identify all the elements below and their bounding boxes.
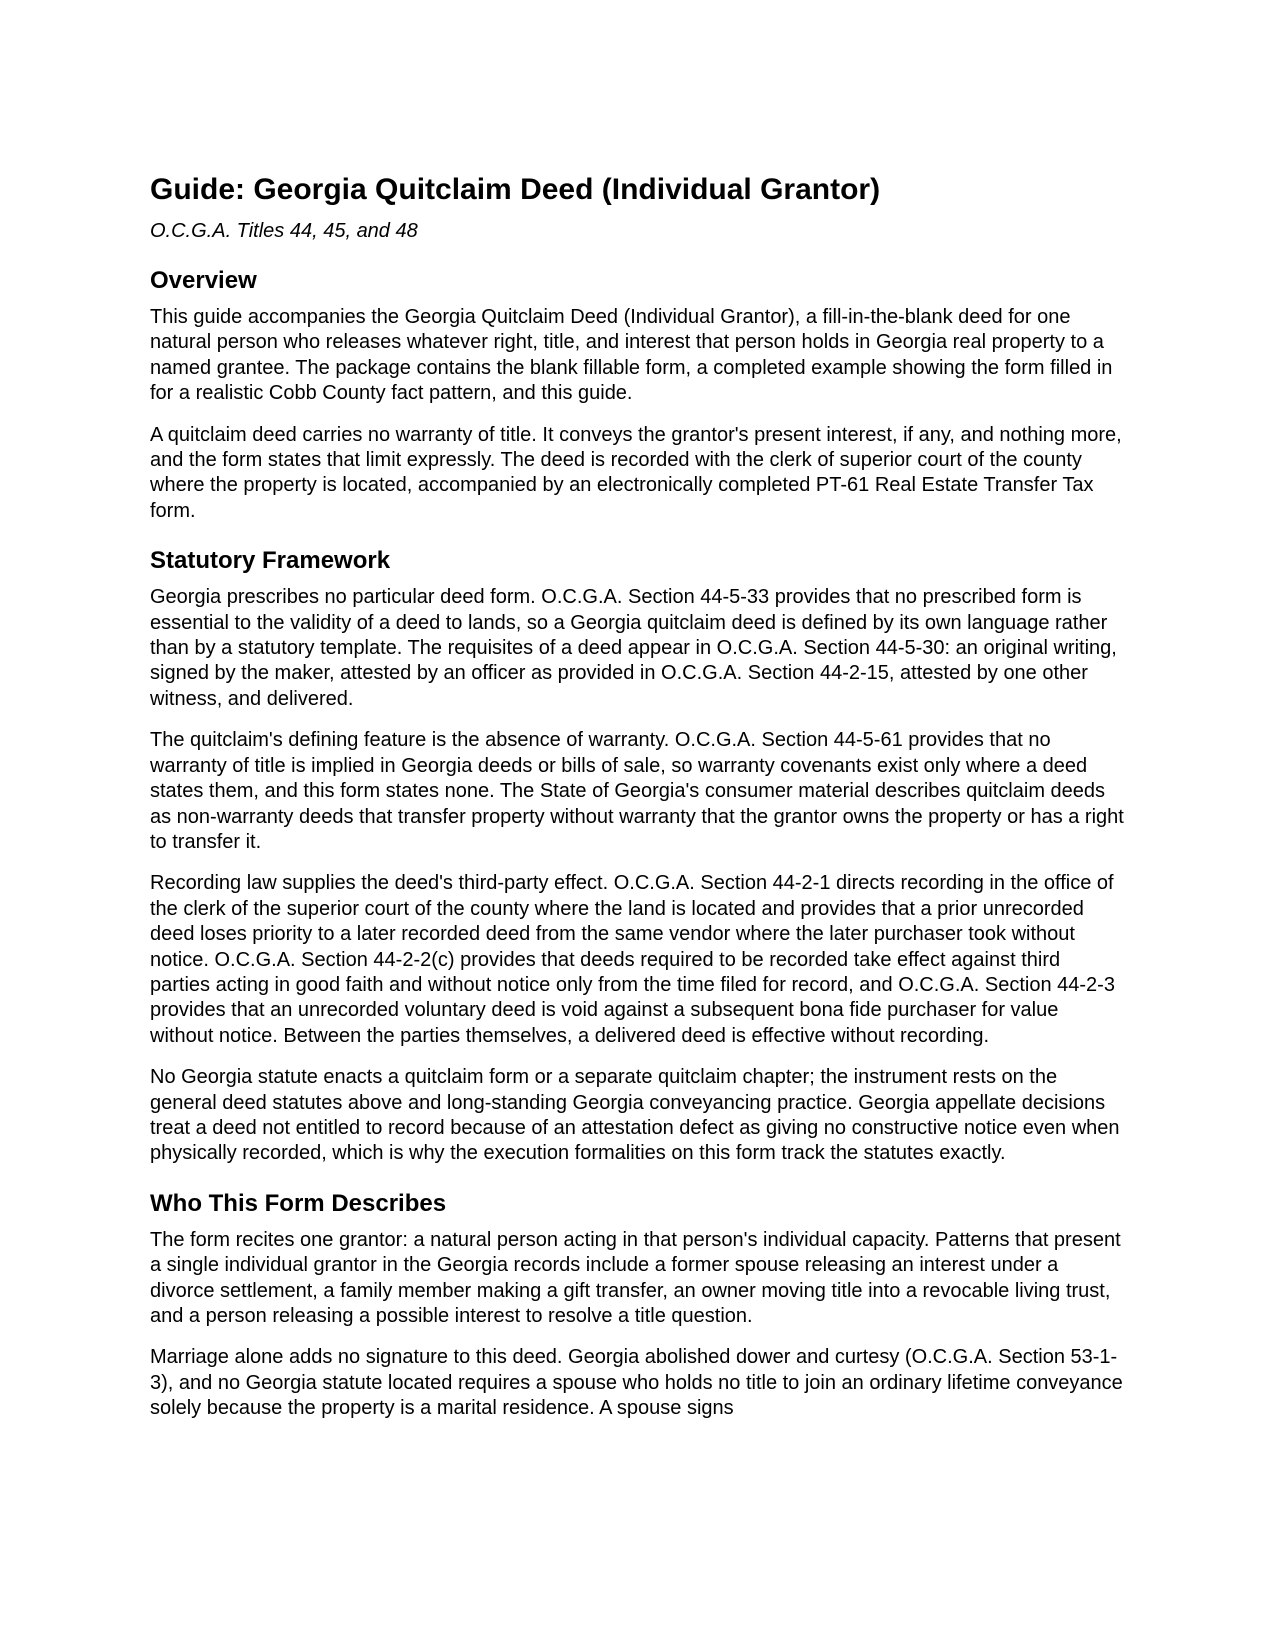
paragraph: Marriage alone adds no signature to this deed. Georgia abolished dower and curtesy (O.C.G.A. Section 53-1-3), and no Georgia statute located requires a spouse who holds no title to join an ordinary lifetime conveyance solely because the property is a marital residence. A spouse signs (150, 1346, 1123, 1420)
document-title: Guide: Georgia Quitclaim Deed (Individual Grantor) (150, 173, 881, 206)
document-page (150, 172, 1125, 1438)
section-heading: Statutory Framework (150, 547, 391, 575)
section-who-this-form-describes (150, 1189, 1125, 1422)
section-heading: Who This Form Describes (150, 1189, 447, 1217)
paragraph: The form recites one grantor: a natural person acting in that person's individual capacity. Patterns that present a single individual grantor in the Georgia records include a former spouse releasing an interest under a divorce settlement, a family member making a gift transfer, an owner moving title into a revocable living trust, and a person releasing a possible interest to resolve a title question. (150, 1228, 1121, 1327)
section-overview (150, 266, 1125, 524)
section-heading: Overview (150, 267, 257, 294)
paragraph: Georgia prescribes no particular deed form. O.C.G.A. Section 44-5-33 provides that no prescribed form is essential to the validity of a deed to lands, so a Georgia quitclaim deed is defined by its own language rather than by a statutory template. The requisites of a deed appear in O.C.G.A. Section 44-5-30: an original writing, signed by the maker, attested by an officer as provided in O.C.G.A. Section 44-2-15, attested by one other witness, and delivered. (150, 586, 1117, 710)
section-statutory-framework (150, 546, 1125, 1167)
paragraph: No Georgia statute enacts a quitclaim form or a separate quitclaim chapter; the instrument rests on the general deed statutes above and long-standing Georgia conveyancing practice. Georgia appellate decisions treat a deed not entitled to record because of an attestation defect as giving no constructive notice even when physically recorded, which is why the execution formalities on this form track the statutes exactly. (150, 1066, 1120, 1165)
paragraph: A quitclaim deed carries no warranty of title. It conveys the grantor's present interest, if any, and nothing more, and the form states that limit expressly. The deed is recorded with the clerk of superior court of the county where the property is located, accompanied by an electronically completed PT-61 Real Estate Transfer Tax form. (150, 423, 1122, 522)
document-subtitle: O.C.G.A. Titles 44, 45, and 48 (150, 220, 418, 242)
paragraph: This guide accompanies the Georgia Quitclaim Deed (Individual Grantor), a fill-in-the-blank deed for one natural person who releases whatever right, title, and interest that person holds in Georgia real property to a named grantee. The package contains the blank fillable form, a completed example showing the form filled in for a realistic Cobb County fact pattern, and this guide. (150, 306, 1113, 405)
paragraph: Recording law supplies the deed's third-party effect. O.C.G.A. Section 44-2-1 directs recording in the office of the clerk of the superior court of the county where the land is located and provides that a prior unrecorded deed loses priority to a later recorded deed from the same vendor where the later purchaser took without notice. O.C.G.A. Section 44-2-2(c) provides that deeds required to be recorded take effect against third parties acting in good faith and without notice only from the time filed for record, and O.C.G.A. Section 44-2-3 provides that an unrecorded voluntary deed is void against a subsequent bona fide purchaser for value without notice. Between the parties themselves, a delivered deed is effective without recording. (150, 872, 1115, 1047)
paragraph: The quitclaim's defining feature is the absence of warranty. O.C.G.A. Section 44-5-61 provides that no warranty of title is implied in Georgia deeds or bills of sale, so warranty covenants exist only where a deed states them, and this form states none. The State of Georgia's consumer material describes quitclaim deeds as non-warranty deeds that transfer property without warranty that the grantor owns the property or has a right to transfer it. (150, 729, 1124, 853)
